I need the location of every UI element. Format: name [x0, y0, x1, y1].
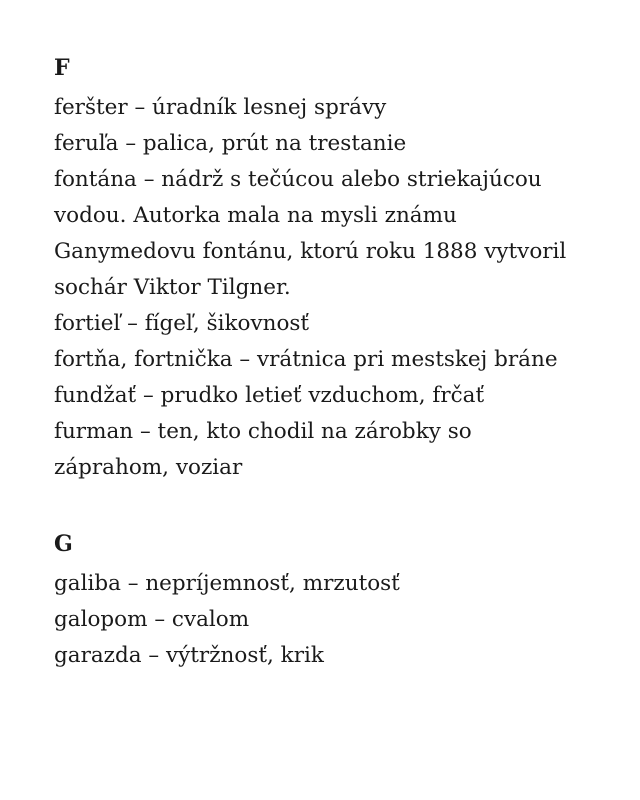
section-g-entries — [54, 566, 614, 674]
section-f-entries — [54, 90, 614, 486]
glossary-line: galopom – cvalom — [54, 607, 250, 632]
section-f — [54, 52, 614, 486]
glossary-line: Ganymedovu fontánu, ktorú roku 1888 vytvoril — [54, 239, 567, 264]
glossary-line: sochár Viktor Tilgner. — [54, 275, 291, 300]
section-spacer — [54, 486, 614, 528]
glossary-line: fontána – nádrž s tečúcou alebo striekajúcou — [54, 167, 542, 192]
glossary-line: fortieľ – fígeľ, šikovnosť — [54, 311, 310, 336]
glossary-line: furman – ten, kto chodil na zárobky so — [54, 419, 472, 444]
glossary-line: vodou. Autorka mala na mysli známu — [54, 203, 457, 228]
glossary-line: garazda – výtržnosť, krik — [54, 643, 324, 668]
glossary-line: fundžať – prudko letieť vzduchom, frčať — [54, 383, 485, 408]
glossary-line: fortňa, fortnička – vrátnica pri mestskej bráne — [54, 347, 558, 372]
glossary-line: feruľa – palica, prút na trestanie — [54, 131, 407, 156]
section-letter-g: G — [54, 531, 73, 557]
section-letter-f: F — [54, 55, 70, 81]
glossary-line: záprahom, voziar — [54, 455, 243, 480]
glossary-line: galiba – nepríjemnosť, mrzutosť — [54, 571, 400, 596]
glossary-page — [54, 52, 614, 674]
glossary-line: feršter – úradník lesnej správy — [54, 95, 387, 120]
section-g — [54, 528, 614, 674]
